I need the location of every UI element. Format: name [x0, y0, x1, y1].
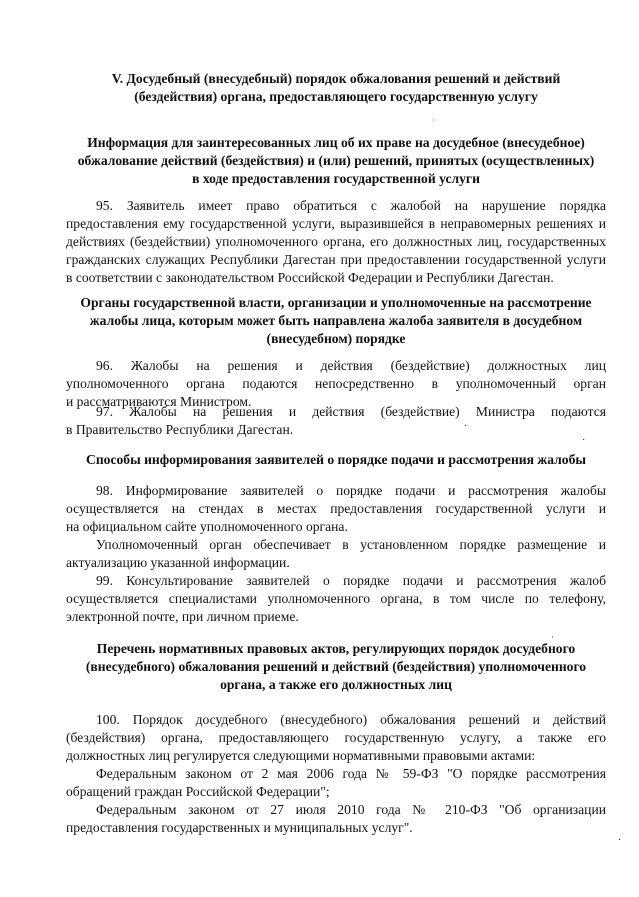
- paragraph-line: осуществляется специалистами уполномоченного органа, в том числе по телефону,: [66, 591, 606, 606]
- paragraph-line: Федеральным законом от 2 мая 2006 года № 59-ФЗ "О порядке рассмотрения: [96, 766, 606, 781]
- paragraph-line: предоставления ему государственной услуги, выразившейся в неправомерных решениях и: [66, 216, 606, 231]
- section-title-line: (бездействия) органа, предоставляющего государственную услугу: [134, 89, 538, 104]
- heading-line: Информация для заинтересованных лиц об их праве на досудебное (внесудебное): [87, 135, 585, 150]
- paragraph-line: обращений граждан Российской Федерации";: [66, 784, 330, 799]
- scan-speck: ·: [464, 421, 468, 432]
- heading-normative-acts: [60, 640, 612, 694]
- paragraph-line: в соответствии с законодательством Российской Федерации и Республики Дагестан.: [66, 270, 554, 285]
- heading-line: органа, а также его должностных лиц: [220, 677, 452, 692]
- heading-line: Способы информирования заявителей о порядке подачи и рассмотрения жалобы: [86, 452, 586, 467]
- scan-speck: ·: [432, 116, 435, 125]
- paragraph-line: 96. Жалобы на решения и действия (бездействие) должностных лиц: [96, 358, 606, 373]
- paragraph-line: осуществляется на стендах в местах предоставления государственной услуги и: [66, 501, 606, 516]
- heading-organs: [60, 294, 612, 348]
- section-title-line: V. Досудебный (внесудебный) порядок обжалования решений и действий: [111, 71, 561, 86]
- paragraph-line: Федеральным законом от 27 июля 2010 года № 210-ФЗ "Об организации: [96, 802, 606, 817]
- paragraph-97: [66, 403, 606, 439]
- paragraph-99: [66, 572, 606, 626]
- law-item-59fz: [66, 765, 606, 801]
- paragraph-98-continued: [66, 536, 606, 572]
- paragraph-line: в Правительство Республики Дагестан.: [66, 422, 294, 437]
- scan-speck: ·: [618, 835, 622, 846]
- heading-line: Органы государственной власти, организации и уполномоченные на рассмотрение: [80, 295, 592, 310]
- paragraph-line: Уполномоченный орган обеспечивает в установленном порядке размещение и: [96, 537, 606, 552]
- paragraph-line: и рассматриваются Министром.: [66, 394, 252, 409]
- paragraph-line: гражданских служащих Республики Дагестан при предоставлении государственной услуги: [66, 252, 606, 267]
- heading-line: (внесудебного) обжалования решений и действий (бездействия) уполномоченного: [85, 659, 587, 674]
- scan-speck: ·: [551, 632, 554, 642]
- paragraph-line: (бездействия) органа, предоставляющего государственную услугу, а также его: [66, 730, 606, 745]
- heading-line: (внесудебном) порядке: [266, 331, 406, 346]
- paragraph-line: 97. Жалобы на решения и действия (бездействие) Министра подаются: [96, 404, 606, 419]
- scan-speck: ·: [582, 435, 586, 446]
- paragraph-line: актуализацию указанной информации.: [66, 555, 290, 570]
- paragraph-95: [66, 197, 606, 287]
- paragraph-line: электронной почте, при личном приеме.: [66, 609, 299, 624]
- heading-line: в ходе предоставления государственной услуги: [192, 171, 480, 186]
- paragraph-line: уполномоченного органа подаются непосредственно в уполномоченный орган: [66, 376, 606, 391]
- law-item-210fz: [66, 801, 606, 837]
- paragraph-line: действиях (бездействии) уполномоченного органа, его должностных лиц, государственных: [66, 234, 606, 249]
- heading-line: обжалование действий (бездействия) и (или) решений, принятых (осуществленных): [77, 153, 595, 168]
- heading-informing-ways: [60, 451, 612, 469]
- paragraph-line: 95. Заявитель имеет право обратиться с жалобой на нарушение порядка: [96, 198, 606, 213]
- heading-information: [60, 134, 612, 188]
- paragraph-line: должностных лиц регулируется следующими нормативными правовыми актами:: [66, 748, 536, 763]
- paragraph-line: 100. Порядок досудебного (внесудебного) обжалования решений и действий: [96, 712, 606, 727]
- paragraph-line: 99. Консультирование заявителей о порядке подачи и рассмотрения жалоб: [96, 573, 606, 588]
- paragraph-line: предоставления государственных и муниципальных услуг".: [66, 820, 413, 835]
- paragraph-98: [66, 482, 606, 536]
- paragraph-100: [66, 711, 606, 765]
- heading-line: Перечень нормативных правовых актов, регулирующих порядок досудебного: [96, 641, 576, 656]
- heading-line: жалобы лица, которым может быть направлена жалоба заявителя в досудебном: [89, 313, 583, 328]
- section-title: [60, 70, 612, 106]
- paragraph-line: 98. Информирование заявителей о порядке подачи и рассмотрения жалобы: [96, 483, 606, 498]
- paragraph-line: на официальном сайте уполномоченного органа.: [66, 519, 348, 534]
